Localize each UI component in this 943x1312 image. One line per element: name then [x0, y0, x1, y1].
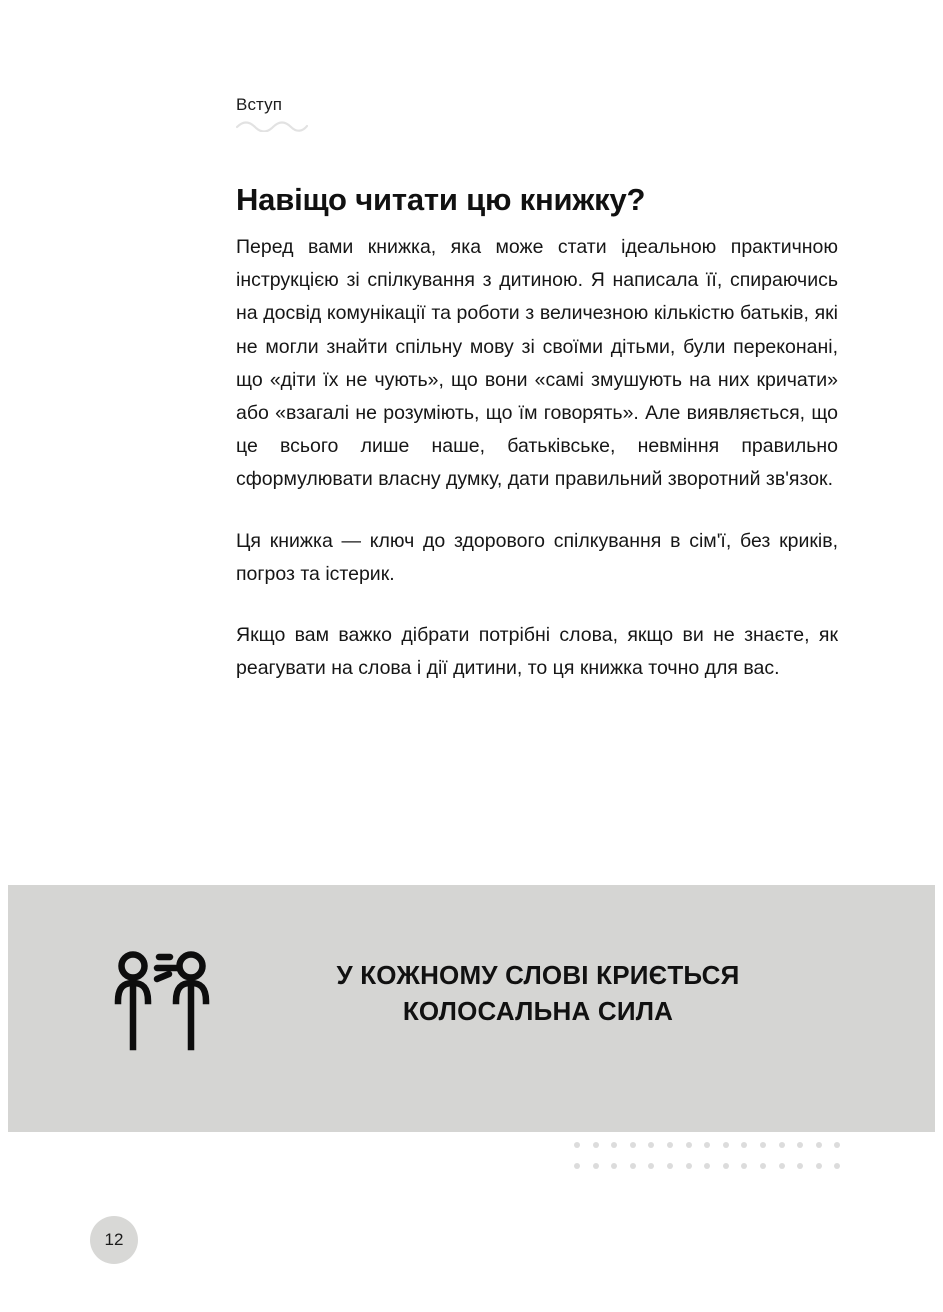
page-number-label: 12	[104, 1230, 124, 1249]
dot	[667, 1163, 673, 1169]
dot-grid-decoration	[574, 1142, 853, 1184]
dot	[741, 1163, 747, 1169]
body-paragraph: Якщо вам важко дібрати потрібні слова, якщо ви не знаєте, як реагувати на слова і дії дитини, то ця книжка точно для вас.	[236, 624, 838, 680]
quote-line: КОЛОСАЛЬНА СИЛА	[402, 996, 674, 1026]
dot	[741, 1142, 747, 1148]
dot	[834, 1163, 840, 1169]
dot	[686, 1163, 692, 1169]
body-paragraph: Ця книжка — ключ до здорового спілкування в сім'ї, без криків, погроз та істерик.	[236, 529, 838, 585]
dot	[760, 1163, 766, 1169]
quote-text	[258, 957, 818, 1029]
body-copy	[236, 231, 838, 685]
quote-line: У КОЖНОМУ СЛОВІ КРИЄТЬСЯ	[336, 960, 740, 990]
two-people-talking-icon	[112, 948, 212, 1052]
dot	[648, 1163, 654, 1169]
dot	[704, 1142, 710, 1148]
running-head	[236, 94, 836, 132]
dot	[593, 1142, 599, 1148]
dot	[648, 1142, 654, 1148]
body-paragraph: Перед вами книжка, яка може стати ідеальною практичною інструкцією зі спілкування з дитиною. Я написала її, спираючись на досвід комунікації та роботи з величезною кількістю батьків, які не могли знайти спільну мову зі своїми дітьми, були переконані, що «діти їх не чують», що вони «самі змушують на них кричати» або «взагалі не розуміють, що їм говорять». Але виявляється, що це всього лише наше, батьківське, невміння правильно сформулювати власну думку, дати правильний зворотний зв'язок.	[236, 236, 838, 491]
dot	[593, 1163, 599, 1169]
dot	[630, 1142, 636, 1148]
page-number-badge	[90, 1216, 138, 1264]
dot	[574, 1142, 580, 1148]
running-head-label: Вступ	[236, 95, 283, 114]
wavy-underline-icon	[236, 120, 308, 132]
dot	[779, 1163, 785, 1169]
dot	[816, 1142, 822, 1148]
dot	[611, 1142, 617, 1148]
dot	[667, 1142, 673, 1148]
dot	[686, 1142, 692, 1148]
dot	[816, 1163, 822, 1169]
dot	[630, 1163, 636, 1169]
dot	[834, 1142, 840, 1148]
dot	[611, 1163, 617, 1169]
dot	[797, 1142, 803, 1148]
dot	[760, 1142, 766, 1148]
dot	[704, 1163, 710, 1169]
dot	[797, 1163, 803, 1169]
quote-banner	[8, 885, 935, 1132]
page-title: Навіщо читати цю книжку?	[236, 181, 646, 217]
dot	[574, 1163, 580, 1169]
dot	[723, 1142, 729, 1148]
dot	[723, 1163, 729, 1169]
dot	[779, 1142, 785, 1148]
